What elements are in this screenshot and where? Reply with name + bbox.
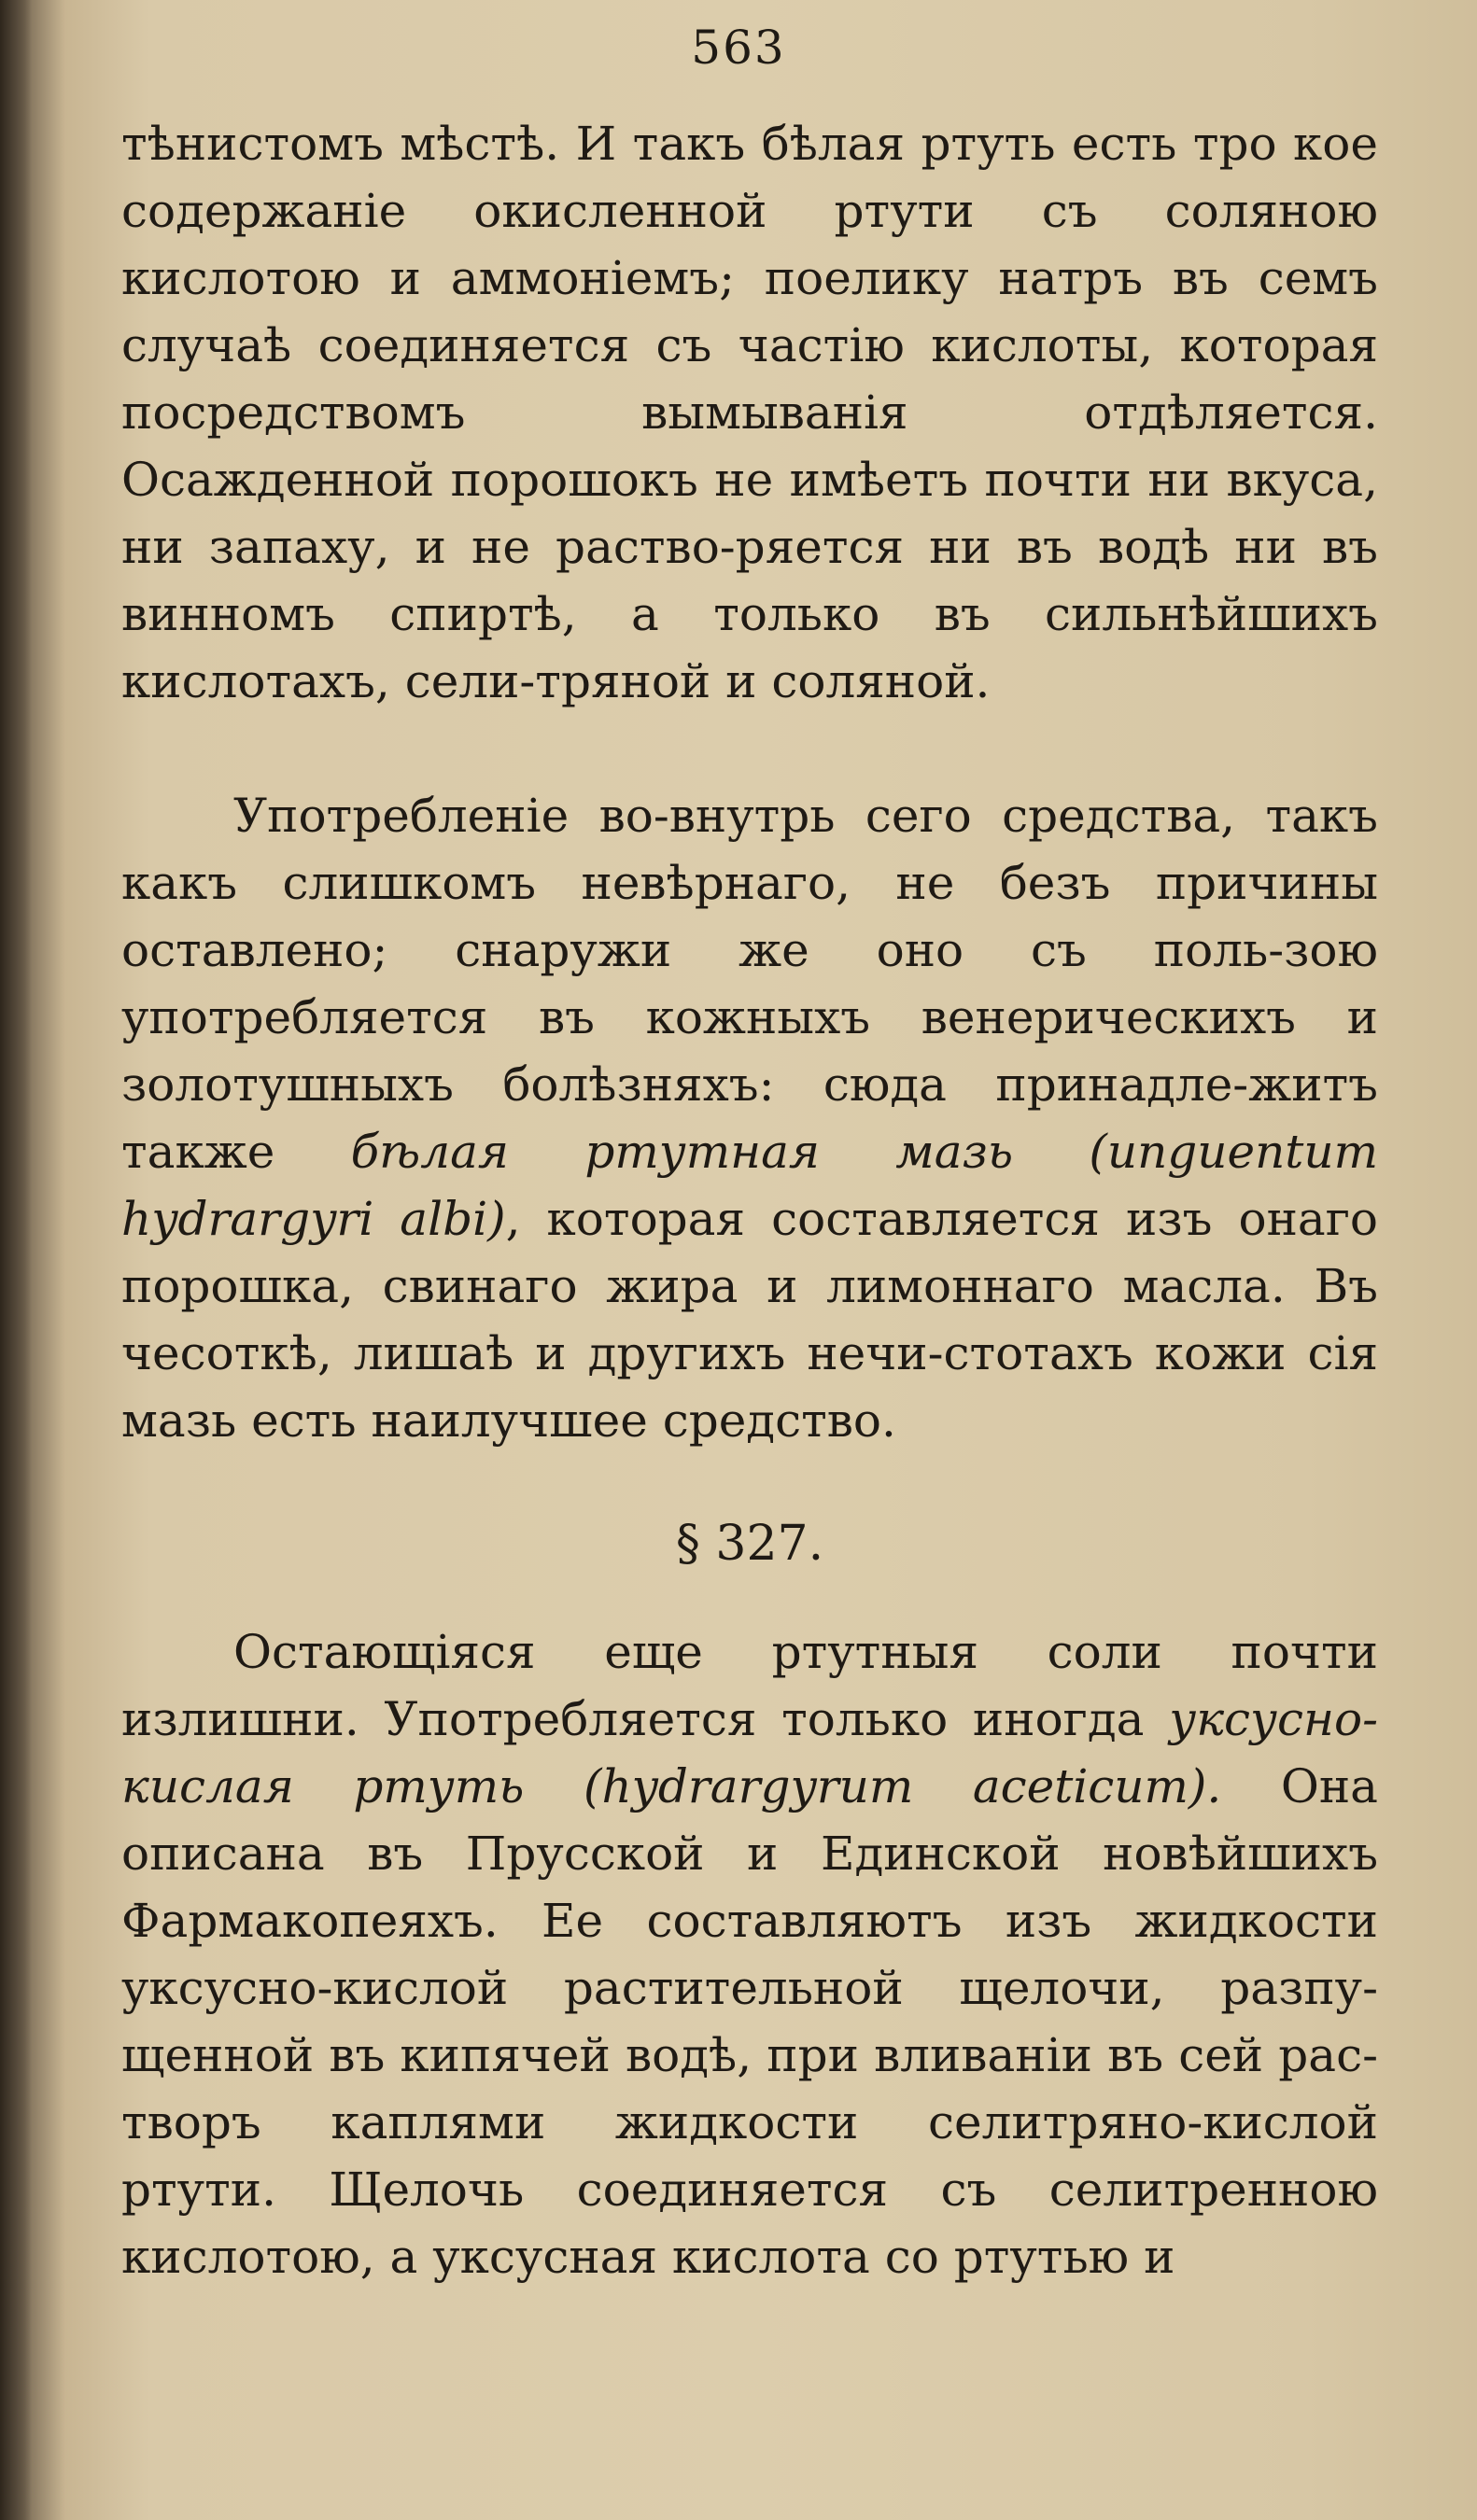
paragraph-2-text-before: Употребленіе во-внутрь сего средства, такъ какъ слишкомъ невѣрнаго, не безъ причины оставлено; снаружи же оно съ поль-зою употребляется въ кожныхъ венерическихъ и золотушныхъ болѣзняхъ: сюда принадле-житъ также xyxy=(121,789,1378,1179)
book-gutter xyxy=(0,0,32,2520)
page-number: 563 xyxy=(691,21,786,75)
paragraph-3-text-before: Остающіяся еще ртутныя соли почти излишни. Употребляется только иногда xyxy=(121,1625,1378,1746)
paragraph-2-italic-term: бѣлая ртутная мазь (unguentum hydrargyri albi) xyxy=(121,1125,1378,1246)
paragraph-3 xyxy=(121,1618,1378,2290)
section-heading: § 327. xyxy=(675,1516,824,1572)
paragraph-3-italic-term: уксусно-кислая ртуть (hydrargyrum aceticum). xyxy=(121,1692,1378,1813)
page-text xyxy=(121,110,1378,2290)
paragraph-1: тѣнистомъ мѣстѣ. И такъ бѣлая ртуть есть тро кое содержаніе окисленной ртути съ соляною кислотою и аммоніемъ; поелику натръ въ семъ случаѣ соединяется съ частію кислоты, которая посредствомъ вымыванія отдѣляется. Осажденной порошокъ не имѣетъ почти ни вкуса, ни запаху, и не раство-ряется ни въ водѣ ни въ винномъ спиртѣ, а только въ сильнѣйшихъ кислотахъ, сели-тряной и соляной. xyxy=(121,117,1378,708)
paragraph-2-text-after: , которая составляется изъ онаго порошка, свинаго жира и лимоннаго масла. Въ чесоткѣ, лишаѣ и другихъ нечи-стотахъ кожи сія мазь есть наилучшее средство. xyxy=(121,1192,1378,1448)
paragraph-3-text-after: Она описана въ Прусской и Единской новѣйшихъ Фармакопеяхъ. Ее составляютъ изъ жидкости уксусно-кислой растительной щелочи, разпу-щенной въ кипячей водѣ, при вливаніи въ сей рас-творъ каплями жидкости селитряно-кислой ртути. Щелочь соединяется съ селитренною кислотою, а уксусная кислота со ртутью и xyxy=(121,1759,1378,2284)
paragraph-2 xyxy=(121,782,1378,1454)
